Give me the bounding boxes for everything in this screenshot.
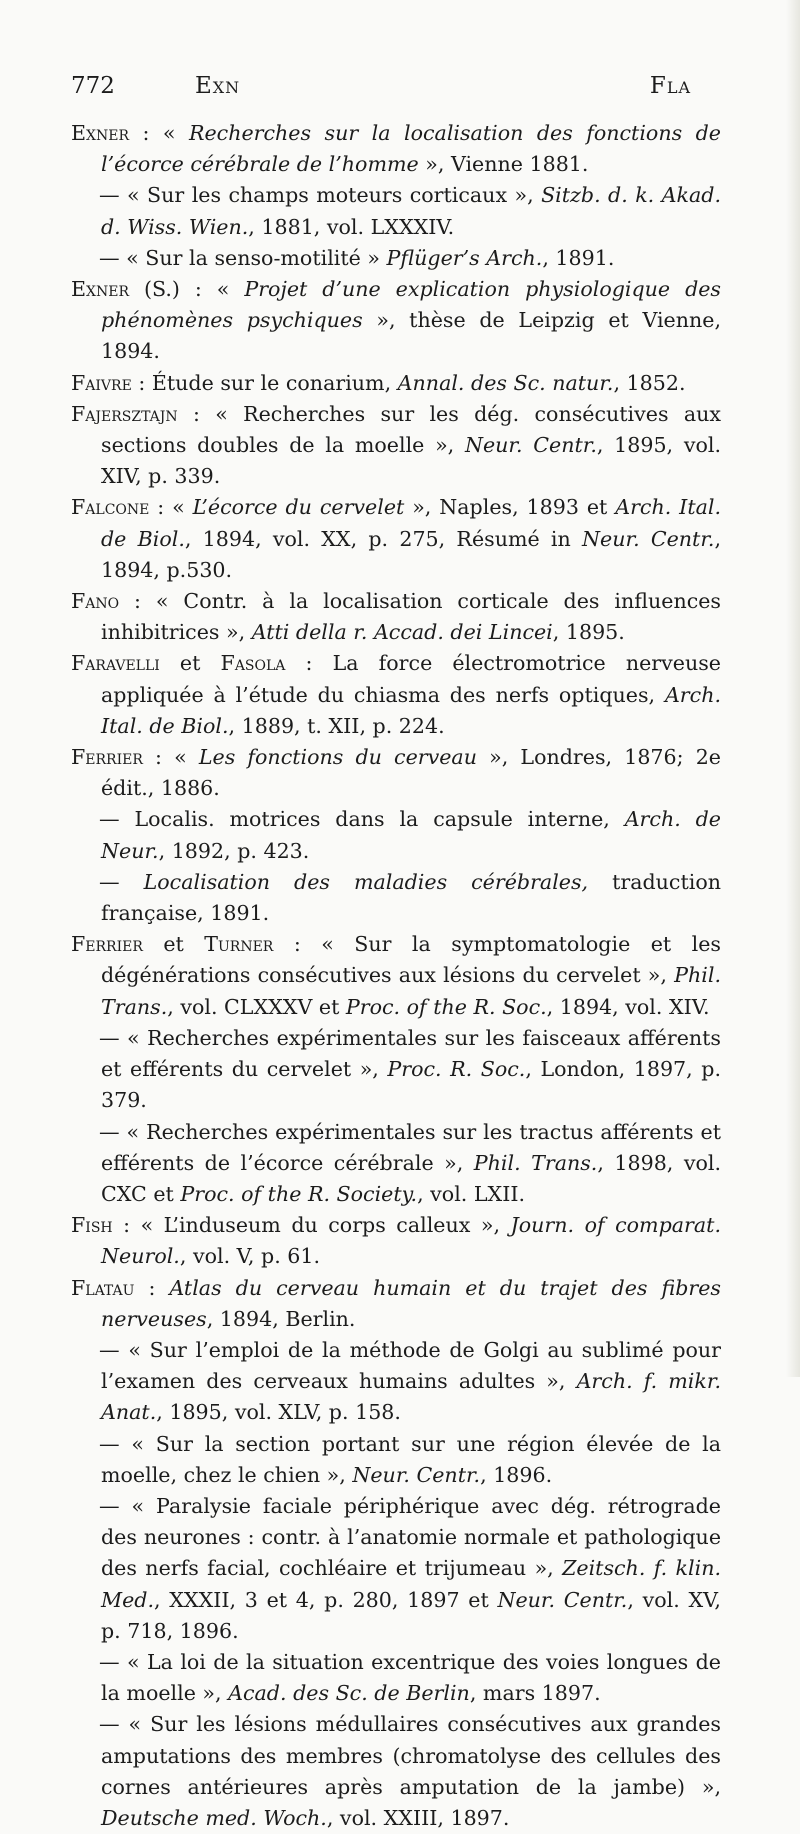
bibliography-sub-entry bbox=[71, 1429, 721, 1491]
entry-text: et bbox=[142, 932, 205, 957]
entry-title-italic: Pflüger’s Arch. bbox=[386, 245, 543, 270]
entry-text: , vol. XXIII, 1897. bbox=[326, 1805, 510, 1830]
entry-text: « Recherches expérimentales sur les tractus afférents et efférents de l’écorce cérébrale », bbox=[101, 1119, 721, 1175]
entry-text: : « bbox=[142, 745, 199, 770]
entry-title-italic: Atlas du cerveau humain et du trajet des fibres nerveuses bbox=[101, 1275, 722, 1331]
entry-text: », Vienne 1881. bbox=[418, 152, 589, 177]
bibliography-sub-entry bbox=[71, 1709, 721, 1834]
entry-text: , 1895, vol. XLV, p. 158. bbox=[156, 1400, 401, 1425]
entry-text: , 1895, vol. XIV, p. 339. bbox=[101, 433, 721, 489]
header-right-word: Fla bbox=[649, 73, 691, 99]
entry-author: Fajersztajn bbox=[71, 401, 178, 426]
page-edge-shadow bbox=[786, 0, 800, 1377]
entry-author: Exner bbox=[71, 277, 130, 302]
entry-text: , mars 1897. bbox=[469, 1681, 601, 1706]
entry-text: , 1894, vol. XX, p. 275, Résumé in bbox=[184, 526, 583, 551]
header-left-word: Exn bbox=[195, 73, 241, 99]
entry-text: : bbox=[134, 1275, 170, 1300]
entry-title-italic: Proc. of the R. Society. bbox=[180, 1181, 418, 1206]
entry-text: « Sur la section portant sur une région élevée de la moelle, chez le chien », bbox=[101, 1431, 722, 1487]
entry-title-italic: Atti della r. Accad. dei Lincei bbox=[251, 620, 553, 645]
entry-text: , 1894, p.530. bbox=[101, 526, 722, 582]
entry-title-italic: Deutsche med. Woch. bbox=[101, 1805, 327, 1830]
bibliography-sub-entry bbox=[71, 804, 721, 866]
entry-title-italic: Phil. Trans. bbox=[473, 1150, 598, 1175]
entry-title-italic: Phil. Trans. bbox=[101, 963, 721, 1019]
entry-text: , vol. V, p. 61. bbox=[179, 1244, 321, 1269]
entry-coauthor: Fasola bbox=[220, 651, 286, 676]
page-number: 772 bbox=[71, 73, 115, 99]
entry-author: Fish bbox=[71, 1213, 113, 1238]
entry-text: , 1892, p. 423. bbox=[158, 838, 310, 863]
entry-author: Falcone bbox=[71, 495, 150, 520]
bibliography-sub-entry bbox=[71, 1117, 721, 1211]
entry-title-italic: L’écorce du cervelet bbox=[192, 495, 405, 520]
entry-text: « Sur les champs moteurs corticaux », bbox=[127, 183, 542, 208]
entry-author: Faravelli bbox=[71, 651, 160, 676]
entry-text: », thèse de Leipzig et Vienne, 1894. bbox=[101, 308, 721, 364]
bibliography-entry bbox=[71, 274, 721, 368]
entry-text: , 1894, vol. XIV. bbox=[546, 994, 710, 1019]
entry-title-italic: Annal. des Sc. natur. bbox=[397, 370, 614, 395]
entry-author: Exner bbox=[71, 121, 130, 145]
entry-text: , XXXII, 3 et 4, p. 280, 1897 et bbox=[154, 1587, 498, 1612]
bibliography-sub-entry bbox=[71, 1491, 721, 1647]
entry-title-italic: Zeitsch. f. klin. Med. bbox=[101, 1556, 722, 1612]
entry-text: : La force électromotrice nerveuse appliquée à l’étude du chiasma des nerfs optiques, bbox=[101, 651, 721, 707]
entry-text: : Étude sur le conarium, bbox=[131, 370, 398, 395]
entry-text: « Sur la senso-motilité » bbox=[126, 245, 387, 270]
entry-text: , vol. CLXXXV et bbox=[167, 994, 346, 1019]
entry-text: , 1896. bbox=[480, 1462, 553, 1487]
entry-title-italic: Neur. Centr. bbox=[582, 526, 715, 551]
entry-author: Flatau bbox=[71, 1275, 135, 1300]
entry-text: , 1894, Berlin. bbox=[206, 1306, 356, 1331]
entry-title-italic: Proc. R. Soc. bbox=[387, 1057, 526, 1082]
entry-text: , 1852. bbox=[613, 370, 686, 395]
entry-text: : « Sur la symptomatologie et les dégénérations consécutives aux lésions du cervelet », bbox=[101, 932, 721, 988]
entry-title-italic: Localisation des maladies cérébrales, bbox=[143, 869, 589, 894]
entry-text: « Paralysie faciale périphérique avec dég. rétrograde des neurones : contr. à l’anatomie normale et pathologique des nerfs facial, cochléaire et trijumeau », bbox=[101, 1493, 721, 1581]
entry-text: : « bbox=[149, 495, 193, 520]
bibliography-entry bbox=[71, 929, 721, 1023]
entry-text: , vol. XV, p. 718, 1896. bbox=[101, 1587, 721, 1643]
entry-author: Ferrier bbox=[71, 745, 143, 770]
bibliography-entry bbox=[71, 492, 721, 586]
entry-text: « La loi de la situation excentrique des voies longues de la moelle », bbox=[101, 1649, 721, 1706]
entry-text: « Sur l’emploi de la méthode de Golgi au sublimé pour l’examen des cerveaux humains adultes », bbox=[101, 1337, 722, 1394]
entry-title-italic: Arch. de Neur. bbox=[101, 807, 721, 863]
entry-text: , 1889, t. XII, p. 224. bbox=[228, 713, 445, 738]
bibliography-entry bbox=[71, 368, 721, 399]
entry-text: , vol. LXII. bbox=[417, 1181, 526, 1206]
entry-title-italic: Arch. Ital. de Biol. bbox=[101, 682, 721, 738]
entry-title-italic: Neur. Centr. bbox=[464, 433, 597, 458]
entry-text: : « Recherches sur les dég. consécutives aux sections doubles de la moelle », bbox=[101, 401, 721, 458]
bibliography-entry bbox=[71, 586, 721, 648]
bibliography-list bbox=[71, 118, 721, 1834]
bibliography-sub-entry bbox=[71, 243, 721, 274]
bibliography-sub-entry bbox=[71, 1647, 721, 1709]
entry-text: », Londres, 1876; 2e édit., 1886. bbox=[101, 745, 721, 801]
entry-title-italic: Neur. Centr. bbox=[352, 1462, 481, 1487]
entry-title-italic: Proc. of the R. Soc. bbox=[345, 994, 547, 1019]
entry-text: : « Contr. à la localisation corticale des influences inhibitrices », bbox=[101, 589, 721, 645]
bibliography-sub-entry bbox=[71, 1023, 721, 1117]
bibliography-entry bbox=[71, 1273, 721, 1335]
bibliography-entry bbox=[71, 1210, 721, 1272]
entry-text: , 1891. bbox=[542, 245, 615, 270]
entry-title-italic: Journ. of comparat. Neurol. bbox=[101, 1213, 721, 1269]
entry-title-italic: Arch. Ital. de Biol. bbox=[101, 495, 722, 551]
bibliography-sub-entry bbox=[71, 180, 721, 242]
entry-text: : « bbox=[129, 121, 189, 145]
entry-title-italic: Acad. des Sc. de Berlin bbox=[228, 1681, 470, 1706]
entry-author: Ferrier bbox=[71, 932, 143, 957]
entry-text: (S.) : « bbox=[129, 277, 245, 302]
entry-text: , 1898, vol. CXC et bbox=[101, 1150, 722, 1206]
bibliography-sub-entry bbox=[71, 1335, 721, 1429]
entry-title-italic: Arch. f. mikr. Anat. bbox=[101, 1369, 721, 1425]
entry-text: », Naples, 1893 et bbox=[404, 495, 616, 520]
entry-title-italic: Projet d’une explication physiologique des phénomènes psychiques bbox=[101, 277, 722, 333]
entry-text: , London, 1897, p. 379. bbox=[101, 1057, 721, 1113]
entry-text: , 1895. bbox=[552, 620, 625, 645]
entry-author: Faivre bbox=[71, 370, 132, 395]
bibliography-entry bbox=[71, 648, 721, 742]
entry-title-italic: Recherches sur la localisation des fonctions de l’écorce cérébrale de l’homme bbox=[101, 121, 721, 177]
entry-text: « Sur les lésions médullaires consécutives aux grandes amputations des membres (chromatolyse des cellules des cornes antérieures après amputation de la jambe) », bbox=[101, 1712, 721, 1799]
entry-text: traduction française, 1891. bbox=[101, 869, 721, 926]
entry-text: : « L’induseum du corps calleux », bbox=[112, 1213, 511, 1238]
bibliography-entry bbox=[71, 742, 721, 804]
entry-text: Localis. motrices dans la capsule interne, bbox=[134, 807, 625, 832]
entry-title-italic: Neur. Centr. bbox=[497, 1587, 628, 1612]
bibliography-sub-entry bbox=[71, 867, 721, 929]
bibliography-entry bbox=[71, 118, 721, 180]
entry-text: « Recherches expérimentales sur les faisceaux afférents et efférents du cervelet », bbox=[101, 1025, 721, 1082]
entry-text: et bbox=[159, 651, 221, 676]
entry-author: Fano bbox=[71, 589, 120, 614]
entry-title-italic: Les fonctions du cerveau bbox=[198, 745, 477, 770]
entry-text: , 1881, vol. LXXXIV. bbox=[248, 214, 455, 239]
running-header bbox=[71, 73, 691, 107]
entry-coauthor: Turner bbox=[204, 932, 274, 957]
bibliography-entry bbox=[71, 399, 721, 493]
entry-title-italic: Sitzb. d. k. Akad. d. Wiss. Wien. bbox=[101, 183, 721, 239]
